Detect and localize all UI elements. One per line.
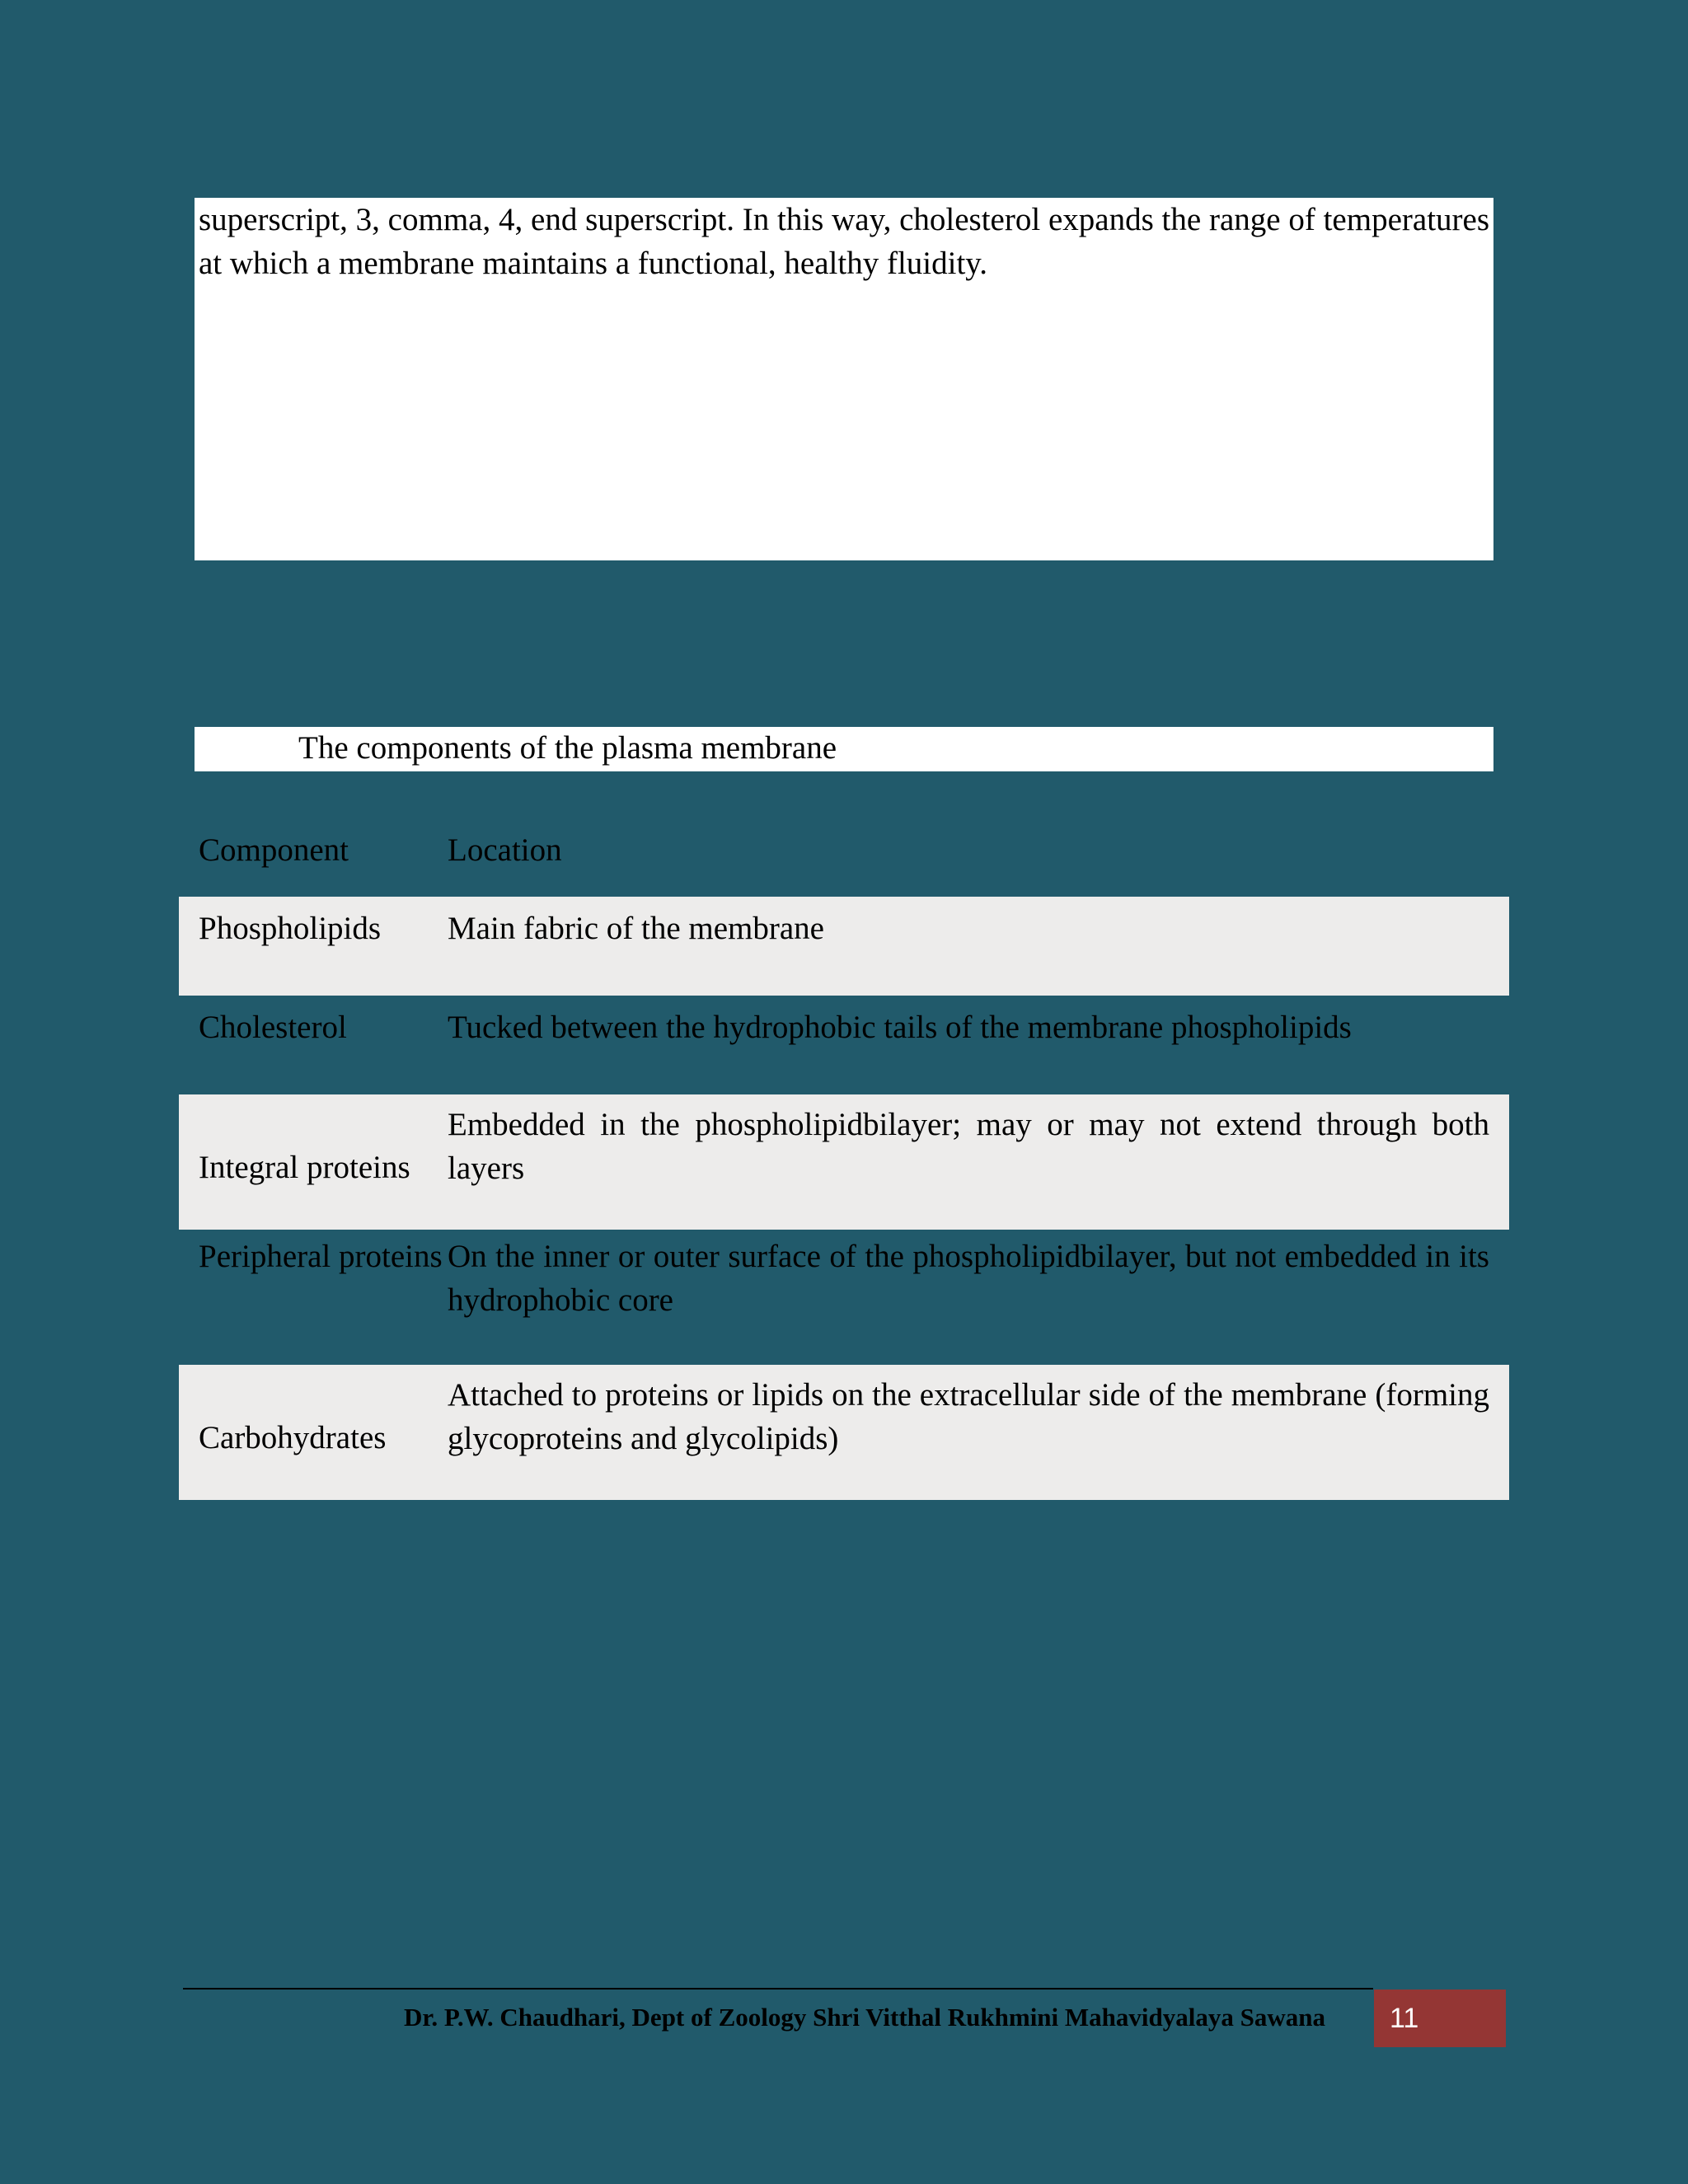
footer-author: Dr. P.W. Chaudhari, Dept of Zoology Shri Vitthal Rukhmini Mahavidyalaya Sawana [404,2003,1325,2032]
table-row [179,1365,1509,1500]
location-cell: Main fabric of the membrane [448,911,824,946]
intro-text-box [195,198,1493,560]
component-cell: Phospholipids [199,911,382,946]
component-cell: Carbohydrates [199,1420,387,1455]
page-number-badge: 11 [1374,1990,1506,2047]
table-row [179,1094,1509,1230]
location-cell: Tucked between the hydrophobic tails of the membrane phospholipids [448,1010,1352,1045]
table-row [179,996,1509,1094]
table-header-row [179,803,1509,897]
table-row [179,897,1509,996]
location-cell: Attached to proteins or lipids on the extracellular side of the membrane (forming glycoproteins and glycolipids) [448,1377,1489,1456]
header-component: Component [199,832,349,868]
location-cell: Embedded in the phospholipidbilayer; may or may not extend through both layers [448,1107,1489,1186]
table-caption: The components of the plasma membrane [195,727,1493,771]
component-cell: Peripheral proteins [199,1239,443,1274]
location-cell: On the inner or outer surface of the phospholipidbilayer, but not embedded in its hydrophobic core [448,1239,1489,1318]
header-location: Location [448,832,562,868]
component-cell: Cholesterol [199,1010,347,1045]
components-table [179,803,1509,1500]
component-cell: Integral proteins [199,1150,410,1185]
footer-divider [183,1988,1373,1990]
intro-paragraph: superscript, 3, comma, 4, end superscript. In this way, cholesterol expands the range of temperatures at which a membrane maintains a functional, healthy fluidity. [199,202,1489,281]
table-row [179,1230,1509,1365]
